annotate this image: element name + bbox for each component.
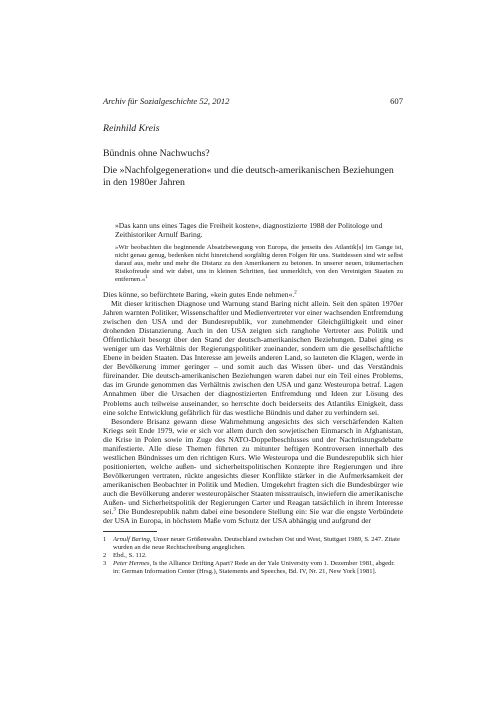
footnote-ref-1: 1 [145, 274, 148, 280]
footnote-1 [103, 536, 403, 552]
paragraph-3-text: Besondere Brisanz gewann diese Wahrnehmung angesichts des sich verschärfenden Kalten Kriegs seit Ende 1979, wie er sich vor allem durch den sowjetischen Einmarsch in Afghanistan, die Krise in Polen sowie im Zuge des NATO-Doppelbeschlusses und der Nachrüstungsdebatte manifestierte. Alle diese Themen führten zu mitunter heftigen Kontroversen innerhalb des westlichen Bündnisses um den richtigen Kurs. Wie Westeuropa und die Bundesrepublik sich hier positionierten, welche außen- und sicherheitspolitischen Konzepte ihre Regierungen und ihre Bevölkerungen vertraten, rückte angesichts dieser Konflikte stärker in die Aufmerksamkeit der amerikanischen Beobachter in Politik und Medien. Umgekehrt fragten sich die Bundesbürger wie auch die Bevölkerung anderer westeuropäischer Staaten misstrauisch, inwiefern die amerikanische Außen- und Sicherheitspolitik der Regierungen Carter und Reagan tatsächlich in ihrem Interesse sei. [103, 416, 403, 517]
footnote-3 [103, 560, 403, 576]
paragraph-3 [103, 417, 403, 526]
footnote-divider [103, 531, 157, 532]
footnote-ref-2: 2 [294, 290, 297, 296]
paragraph-1-text: Dies könne, so befürchtete Baring, »kein gutes Ende nehmen«. [103, 289, 295, 299]
footnote-ref-3: 3 [113, 507, 116, 513]
footnote-body: , Unser neuer Größenwahn. Deutschland zwischen Ost und West, Stuttgart 1989, S. 247. Zitate wurden an die neue Rechtschreibung angeglichen. [113, 536, 400, 552]
paragraph-1 [103, 290, 403, 299]
footnote-body: Ebd., S. 112. [113, 551, 147, 559]
footnote-2 [103, 552, 403, 560]
intro-sentence: »Das kann uns eines Tages die Freiheit kosten«, diagnostizierte 1988 der Politologe und Zeithistoriker Arnulf Baring. [115, 221, 383, 240]
footnote-number: 2 [103, 551, 107, 559]
paragraph-2: Mit dieser kritischen Diagnose und Warnung stand Baring nicht allein. Seit den späten 1970er Jahren warnten Politiker, Wissenschaftler und Medienvertreter vor einer wachsenden Entfremdung zwischen den USA und der Bundesrepublik, vor zunehmender Gleichgültigkeit und einer drohenden Distanzierung. Auch in den USA zeigten sich ranghohe Vertreter aus Politik und Öffentlichkeit besorgt über den Stand der deutsch-amerikanischen Beziehungen. Dabei ging es weniger um das Verhältnis der Regierungspolitiker zueinander, sondern um die gesellschaftliche Ebene in beiden Staaten. Das Interesse am jeweils anderen Land, so lauteten die Klagen, werde in der Bevölkerung immer geringer – und somit auch das Wissen über- und das Verständnis füreinander. Die deutsch-amerikanischen Beziehungen waren dabei nur ein Teil eines Problems, das im Grunde genommen das Verhältnis zwischen den USA und ganz Westeuropa betraf. Lagen Annahmen über die Ursachen der diagnostizierten Entfremdung und Ideen zur Lösung des Problems auch teilweise auseinander, so herrschte doch beiderseits des Atlantiks Einigkeit, dass eine solche Entwicklung gefährlich für das westliche Bündnis und daher zu verhindern sei. [103, 298, 403, 417]
page-content [103, 96, 403, 576]
footnote-author: Arnulf Baring [113, 536, 150, 544]
paragraph-3-continuation: Die Bundesrepublik nahm dabei eine besondere Stellung ein: Sie war die engste Verbündete der USA in Europa, in höchstem Maße vom Schutz der USA abhängig und aufgrund der [103, 507, 403, 526]
journal-title: Archiv für Sozialgeschichte 52, 2012 [103, 96, 230, 106]
footnote-number: 1 [103, 536, 107, 544]
article-subtitle: Die »Nachfolgegeneration« und die deutsch-amerikanischen Beziehungen in den 1980er Jahren [103, 165, 394, 188]
page-number: 607 [390, 96, 403, 106]
block-quote-text: »Wir beobachten die beginnende Absatzbewegung von Europa, die jenseits des Atlantik[s] im Gange ist, nicht genau genug, bedenken nicht hinreichend sorgfältig deren Folgen für uns. Stattdessen sind wir selbst darauf aus, mehr und mehr die Distanz zu den Amerikanern zu betonen. In unserer neuen, träumerischen Risikofreude sind wir dabei, uns in kleinen Schritten, fast unmerklich, von den Vereinigten Staaten zu entfernen.« [115, 244, 403, 284]
footnote-text [113, 536, 403, 552]
body-text [103, 290, 403, 525]
running-head [103, 96, 403, 107]
block-quote [103, 244, 403, 284]
footnotes [103, 536, 403, 576]
footnote-body: , Is the Alliance Drifting Apart? Rede an der Yale University vom 1. Dezember 1981, abgedr. in: German Information Center (Hrsg.), Statements and Speeches, Bd. IV, Nr. 21, New York [1981]. [113, 559, 395, 575]
footnote-text [113, 560, 403, 576]
footnote-author: Peter Hermes [113, 559, 150, 567]
footnote-number: 3 [103, 559, 107, 567]
article-author: Reinhild Kreis [103, 123, 160, 134]
article-title: Bündnis ohne Nachwuchs? [103, 148, 210, 159]
